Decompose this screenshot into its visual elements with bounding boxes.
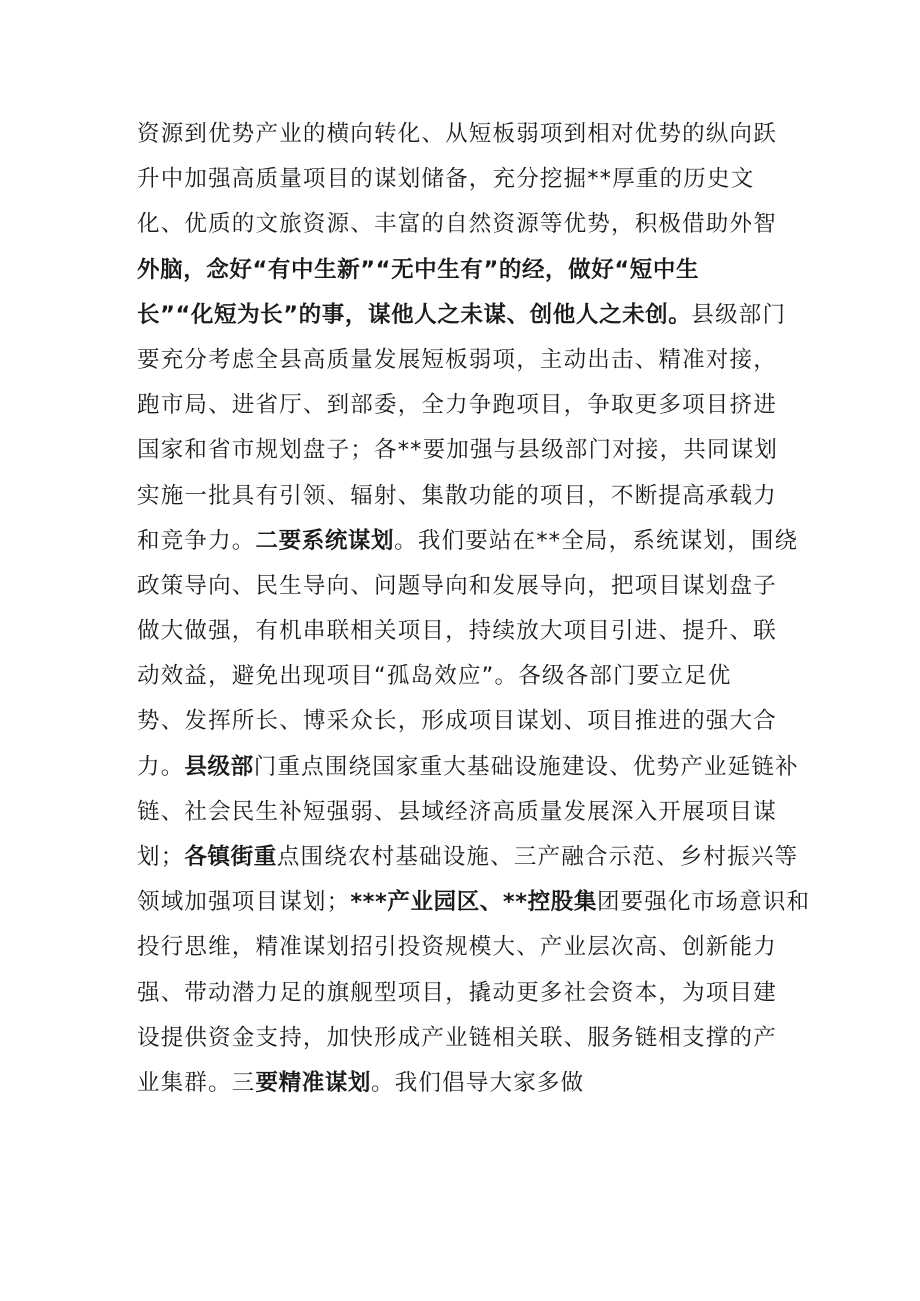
bold-text-segment: 二要系统谋划: [255, 527, 395, 554]
text-line: [137, 609, 787, 654]
text-line: [137, 338, 787, 383]
body-text: [137, 112, 811, 1106]
text-segment: 。我们倡导大家多做: [371, 1069, 585, 1096]
text-segment: 团要强化市场意识和: [596, 889, 811, 916]
text-segment: 资源到优势产业的横向转化、从短板弱项到相对优势的纵向跃: [137, 121, 777, 147]
text-line: [137, 880, 811, 925]
text-segment: 业集群。三: [137, 1069, 256, 1096]
bold-text-segment: 长”“化短为长”的事，谋他人之未谋、创他人之未创。: [137, 301, 692, 328]
text-segment: 设提供资金支持，加快形成产业链相关联、服务链相支撑的产: [137, 1024, 777, 1051]
text-line: [137, 745, 799, 790]
bold-text-segment: 要精准谋划: [255, 1069, 372, 1096]
bold-text-segment: 外脑，念好“有中生新”“无中生有”的经，做好“短中生: [137, 256, 700, 283]
text-segment: 门重点围绕国家重大基础设施建设、优势产业延链补: [253, 753, 799, 780]
text-line: [137, 112, 787, 157]
bold-text-segment: 各镇街重: [184, 844, 277, 870]
text-segment: 领域加强项目谋划；: [137, 889, 351, 916]
text-segment: 和竞争力。: [137, 527, 256, 554]
text-line: [137, 654, 787, 699]
text-segment: 投行思维，精准谋划招引投资规模大、产业层次高、创新能力: [137, 934, 777, 961]
text-line: [137, 202, 787, 247]
text-segment: 势、发挥所长、博采众长，形成项目谋划、项目推进的强大合: [137, 708, 777, 735]
text-segment: 强、带动潜力足的旗舰型项目，撬动更多社会资本，为项目建: [137, 979, 777, 1006]
text-line: [137, 835, 799, 880]
text-line: [137, 971, 787, 1016]
text-segment: 链、社会民生补短强弱、县域经济高质量发展深入开展项目谋: [137, 798, 777, 825]
text-segment: 县级部门: [691, 301, 787, 328]
text-segment: 。我们要站在**全局，系统谋划，围绕: [394, 527, 799, 554]
text-line: [137, 157, 787, 202]
text-line: [137, 519, 799, 564]
text-segment: 做大做强，有机串联相关项目，持续放大项目引进、提升、联: [137, 618, 777, 645]
text-segment: 升中加强高质量项目的谋划储备，充分挖掘**厚重的历史文: [137, 166, 755, 193]
bold-text-segment: 县级部: [184, 753, 254, 780]
text-line: [137, 1061, 787, 1106]
text-segment: 划；: [137, 844, 185, 870]
text-segment: 点围绕农村基础设施、三产融合示范、乡村振兴等: [276, 844, 799, 870]
text-line: [137, 248, 787, 293]
text-line: [137, 564, 787, 609]
text-segment: 跑市局、进省厅、到部委，全力争跑项目，争取更多项目挤进: [137, 392, 777, 419]
text-segment: 要充分考虑全县高质量发展短板弱项，主动出击、精准对接，: [137, 346, 777, 373]
text-line: [137, 474, 787, 519]
text-line: [137, 428, 787, 473]
text-line: [137, 790, 787, 835]
text-segment: 政策导向、民生导向、问题导向和发展导向，把项目谋划盘子: [137, 572, 777, 599]
text-line: [137, 925, 787, 970]
text-line: [137, 383, 787, 428]
text-segment: 实施一批具有引领、辐射、集散功能的项目，不断提高承载力: [137, 482, 777, 509]
text-segment: 国家和省市规划盘子；各**要加强与县级部门对接，共同谋划: [137, 437, 779, 464]
bold-text-segment: ***产业园区、**控股集: [350, 889, 597, 916]
text-segment: 动效益，避免出现项目“孤岛效应”。各级各部门要立足优: [137, 663, 732, 690]
text-segment: 力。: [137, 753, 185, 780]
text-line: [137, 293, 787, 338]
text-line: [137, 699, 787, 744]
text-line: [137, 1016, 787, 1061]
text-segment: 化、优质的文旅资源、丰富的自然资源等优势，积极借助外智: [137, 211, 777, 238]
